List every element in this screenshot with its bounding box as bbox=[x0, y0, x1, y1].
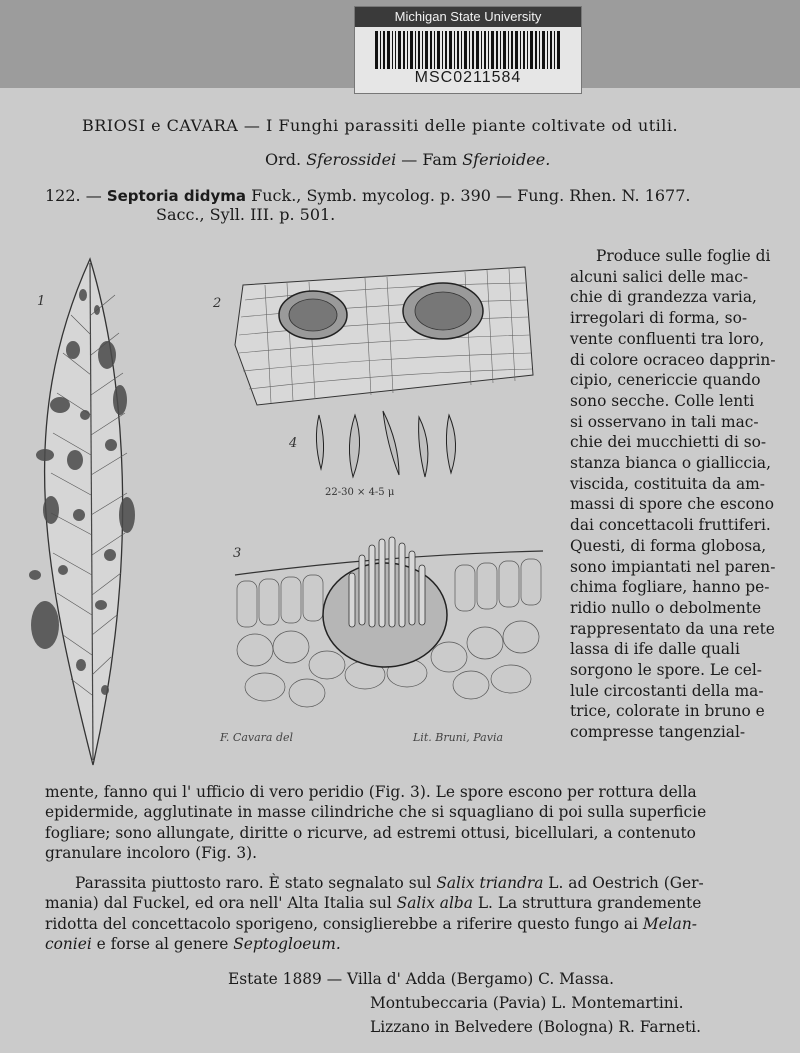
family-prefix: — Fam bbox=[396, 150, 458, 169]
order-name: Sferossidei bbox=[306, 150, 397, 169]
barcode-bars bbox=[375, 31, 561, 69]
locality: Villa d' Adda (Bergamo) C. Massa. bbox=[347, 970, 614, 988]
desc-line: lule circostanti della ma- bbox=[570, 681, 764, 700]
taxonomy-line bbox=[265, 150, 550, 169]
desc-line: si osservano in tali mac- bbox=[570, 412, 759, 431]
desc-line: viscida, costituita da am- bbox=[570, 474, 765, 493]
artist-credit: F. Cavara del bbox=[220, 731, 294, 744]
host-species: Salix triandra bbox=[436, 874, 544, 892]
notes-line bbox=[45, 934, 775, 954]
collection-localities bbox=[228, 967, 701, 1039]
desc-line: trice, colorate in bruno e bbox=[570, 702, 765, 721]
desc-line: cipio, cenericcie quando bbox=[570, 371, 761, 390]
fig2-label: 2 bbox=[213, 296, 222, 311]
order-prefix: Ord. bbox=[265, 150, 302, 169]
desc-line: massi di spore che escono bbox=[570, 495, 775, 514]
desc-line: Questi, di forma globosa, bbox=[570, 536, 767, 555]
barcode-label bbox=[354, 6, 582, 94]
desc-line: sono secche. Colle lenti bbox=[570, 391, 755, 410]
notes-text: ridotta del concettacolo sporigeno, consiglierebbe a riferire questo fungo ai bbox=[45, 914, 643, 933]
desc-line: chie dei mucchietti di so- bbox=[570, 433, 767, 452]
desc-full-line: granulare incoloro (Fig. 3). bbox=[45, 843, 258, 862]
desc-full-line: epidermide, agglutinate in masse cilindriche che si squagliano di poi sulla superficie bbox=[45, 803, 707, 822]
notes-line bbox=[45, 893, 775, 913]
desc-line: rappresentato da una rete bbox=[570, 619, 775, 638]
publication-title: BRIOSI e CAVARA — I Funghi parassiti delle piante coltivate od utili. bbox=[82, 116, 679, 135]
taxon-name: coniei bbox=[45, 934, 92, 953]
desc-line: di colore ocraceo dapprin- bbox=[570, 350, 776, 369]
desc-line: stanza bianca o gialliccia, bbox=[570, 454, 772, 473]
notes-paragraph bbox=[45, 873, 775, 954]
desc-line: ridio nullo o debolmente bbox=[570, 598, 762, 617]
fig4-label: 4 bbox=[289, 436, 298, 451]
fig4-spores bbox=[316, 411, 455, 477]
desc-line: alcuni salici delle mac- bbox=[570, 267, 749, 286]
notes-line bbox=[45, 873, 775, 893]
fig1-label: 1 bbox=[37, 294, 46, 309]
lithographer-credit: Lit. Bruni, Pavia bbox=[413, 731, 504, 744]
desc-line: irregolari di forma, so- bbox=[570, 309, 748, 328]
taxon-name: Melan- bbox=[642, 914, 697, 933]
locality-line bbox=[228, 967, 701, 991]
fig2-leaf-surface bbox=[235, 267, 533, 405]
family-name: Sferioidee. bbox=[462, 150, 551, 169]
notes-text: e forse al genere bbox=[91, 934, 234, 953]
barcode-institution: Michigan State University bbox=[355, 7, 581, 27]
desc-full-line: fogliare; sono allungate, diritte o ricurve, ad estremi ottusi, bicellulari, a contenuto bbox=[45, 823, 696, 842]
notes-text: L. ad Oestrich (Ger- bbox=[543, 874, 704, 892]
notes-text: L. La struttura grandemente bbox=[472, 894, 702, 913]
desc-line: sono impiantati nel paren- bbox=[570, 557, 776, 576]
fig1-leaf bbox=[29, 259, 135, 765]
collection-date: Estate 1889 — bbox=[228, 970, 343, 988]
desc-line: dai concettacoli fruttiferi. bbox=[570, 516, 771, 535]
species-citation bbox=[45, 186, 691, 205]
entry-number: 122. — bbox=[45, 186, 102, 205]
species-name: Septoria didyma bbox=[106, 187, 247, 205]
fig3-label: 3 bbox=[233, 546, 242, 561]
desc-line: sorgono le spore. Le cel- bbox=[570, 661, 762, 680]
barcode-number: MSC0211584 bbox=[414, 69, 522, 86]
desc-line: lassa di ife dalle quali bbox=[570, 640, 740, 659]
desc-line: Produce sulle foglie di bbox=[596, 247, 771, 265]
notes-text: mania) dal Fuckel, ed ora nell' Alta Italia sul bbox=[45, 894, 397, 913]
fig3-cross-section bbox=[235, 537, 543, 707]
desc-line: vente confluenti tra loro, bbox=[570, 329, 765, 348]
locality: Montubeccaria (Pavia) L. Montemartini. bbox=[370, 994, 684, 1012]
locality: Lizzano in Belvedere (Bologna) R. Farneti. bbox=[370, 1018, 701, 1036]
description-column bbox=[570, 246, 792, 743]
notes-line bbox=[45, 914, 775, 934]
desc-line: chie di grandezza varia, bbox=[570, 288, 757, 307]
botanical-plate bbox=[15, 255, 560, 775]
authority-reference: Fuck., Symb. mycolog. p. 390 — Fung. Rhen. N. 1677. bbox=[251, 186, 691, 205]
host-species: Salix alba bbox=[396, 894, 473, 913]
genus-name: Septogloeum. bbox=[233, 934, 341, 953]
desc-full-line: mente, fanno qui l' ufficio di vero peridio (Fig. 3). Le spore escono per rottura della bbox=[45, 783, 697, 801]
spore-scale: 22-30 × 4-5 μ bbox=[325, 487, 395, 498]
notes-text: Parassita piuttosto raro. È stato segnalato sul bbox=[75, 874, 437, 892]
description-continued bbox=[45, 782, 775, 863]
desc-line: compresse tangenzial- bbox=[570, 723, 746, 742]
desc-line: chima fogliare, hanno pe- bbox=[570, 578, 770, 597]
saccardo-reference: Sacc., Syll. III. p. 501. bbox=[156, 205, 336, 224]
